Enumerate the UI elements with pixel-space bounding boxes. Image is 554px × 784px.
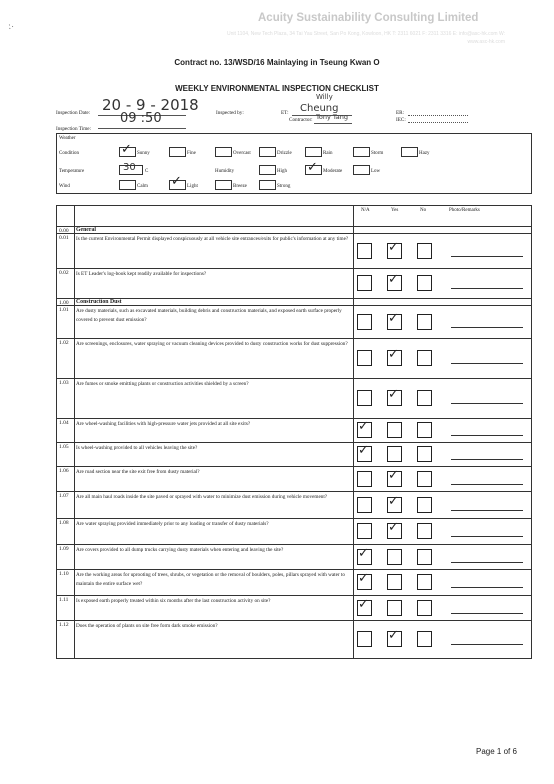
- opt-high: High: [277, 169, 287, 174]
- opt-strong: Strong: [277, 184, 291, 189]
- checkbox-storm[interactable]: [353, 147, 370, 157]
- section-heading: Construction Dust: [76, 299, 122, 305]
- wind-label: Wind: [59, 184, 70, 189]
- header-photo-remarks: Photo/Remarks: [449, 208, 480, 213]
- row-divider: [57, 442, 531, 443]
- remarks-line[interactable]: [451, 536, 523, 537]
- remarks-line[interactable]: [451, 484, 523, 485]
- checklist-title: WEEKLY ENVIRONMENTAL INSPECTION CHECKLIST: [175, 84, 379, 93]
- checkbox-yes[interactable]: [387, 549, 402, 565]
- row-divider: [57, 226, 531, 227]
- contractor-line: [314, 123, 352, 124]
- row-number: 1.09: [59, 546, 69, 552]
- checkbox-strong[interactable]: [259, 180, 276, 190]
- checkbox-drizzle[interactable]: [259, 147, 276, 157]
- remarks-line[interactable]: [451, 644, 523, 645]
- row-divider: [57, 233, 531, 234]
- opt-overcast: Overcast: [233, 151, 251, 156]
- row-divider: [57, 298, 531, 299]
- row-number: 1.00: [59, 300, 69, 306]
- checkmark-yes: ✓: [388, 311, 399, 326]
- checkmark-yes: ✓: [388, 347, 399, 362]
- checkbox-na[interactable]: [357, 523, 372, 539]
- row-number: 0.00: [59, 228, 69, 234]
- checkbox-fine[interactable]: [169, 147, 186, 157]
- opt-low: Low: [371, 169, 381, 174]
- inspected-by-label: Inspected by:: [216, 110, 244, 116]
- condition-label: Condition: [59, 151, 80, 156]
- row-number: 1.01: [59, 307, 69, 313]
- row-number: 1.05: [59, 444, 69, 450]
- row-number: 1.08: [59, 520, 69, 526]
- checkbox-no[interactable]: [417, 422, 432, 438]
- question-text: Is the current Environmental Permit displayed conspicuously at all vehicle site entrances/exits for public's information at any time?: [76, 236, 349, 242]
- question-text: Are all main haul roads inside the site paved or sprayed with water to minimize dust emission during vehicle movement?: [76, 494, 328, 500]
- checkmark-light: ✓: [171, 174, 182, 189]
- checkbox-no[interactable]: [417, 446, 432, 462]
- remarks-line[interactable]: [451, 510, 523, 511]
- iec-line: [408, 122, 468, 123]
- header-no: No: [420, 208, 427, 213]
- checkbox-na[interactable]: [357, 243, 372, 259]
- opt-drizzle: Drizzle: [277, 151, 292, 156]
- row-divider: [57, 466, 531, 467]
- checkmark-yes: ✓: [388, 387, 399, 402]
- checkbox-low[interactable]: [353, 165, 370, 175]
- er-label: ER:: [396, 110, 405, 116]
- checkbox-no[interactable]: [417, 549, 432, 565]
- checkbox-no[interactable]: [417, 574, 432, 590]
- checkbox-yes[interactable]: [387, 422, 402, 438]
- header-yes: Yes: [391, 208, 399, 213]
- row-number: 1.12: [59, 622, 69, 628]
- checkbox-no[interactable]: [417, 600, 432, 616]
- remarks-line[interactable]: [451, 459, 523, 460]
- humidity-label: Humidity: [215, 169, 235, 174]
- checkbox-calm[interactable]: [119, 180, 136, 190]
- checkbox-no[interactable]: [417, 523, 432, 539]
- opt-hazy: Hazy: [419, 151, 430, 156]
- checkbox-no[interactable]: [417, 275, 432, 291]
- opt-sunny: Sunny: [137, 151, 150, 156]
- question-text: Does the operation of plants on site free form dark smoke emission?: [76, 623, 218, 629]
- contractor-label: Contractor:: [289, 117, 313, 123]
- opt-fine: Fine: [187, 151, 196, 156]
- opt-storm: Storm: [371, 151, 384, 156]
- et-label: ET:: [281, 110, 289, 116]
- checkbox-no[interactable]: [417, 497, 432, 513]
- checkbox-no[interactable]: [417, 390, 432, 406]
- iec-label: IEC:: [396, 117, 406, 123]
- inspection-time-label: Inspection Time:: [56, 126, 92, 132]
- checkbox-no[interactable]: [417, 243, 432, 259]
- row-divider: [57, 569, 531, 570]
- weather-heading: Weather: [59, 136, 76, 141]
- checkbox-na[interactable]: [357, 275, 372, 291]
- checkbox-yes[interactable]: [387, 446, 402, 462]
- checkmark-na: ✓: [358, 419, 369, 434]
- temperature-label: Temperature: [59, 169, 85, 174]
- checkmark-yes: ✓: [388, 494, 399, 509]
- checkmark-yes: ✓: [388, 628, 399, 643]
- checkmark-yes: ✓: [388, 520, 399, 535]
- question-text: Are the working areas for uprooting of trees, shrubs, or vegetation or the removal of boulders, poles, pillars sprayed with water to maintain the entire surface wet?: [76, 572, 345, 587]
- checklist-table: [56, 205, 532, 659]
- checkmark-yes: ✓: [388, 468, 399, 483]
- answer-col-divider: [353, 206, 354, 658]
- remarks-line[interactable]: [451, 562, 523, 563]
- row-divider: [57, 491, 531, 492]
- row-divider: [57, 268, 531, 269]
- question-text: Are screenings, enclosures, water spraying or vacuum cleaning devices provided to dusty construction works for dust suppression?: [76, 341, 348, 347]
- question-text: Are water spraying provided immediately prior to any loading or transfer of dusty materials?: [76, 521, 269, 527]
- contract-title: Contract no. 13/WSD/16 Mainlaying in Tseung Kwan O: [174, 58, 380, 67]
- checkmark-na: ✓: [358, 571, 369, 586]
- header-na: N/A: [361, 208, 370, 213]
- company-address: Unit 1104, New Tech Plaza, 34 Tai Yau Street, San Po Kong, Kowloon, HK T: 2311 6021 F: 2311 3316 E: info@asc-hk.com W: www.asc-hk.com: [226, 31, 505, 45]
- remarks-line[interactable]: [451, 587, 523, 588]
- et-value: Cheung: [300, 103, 339, 114]
- row-divider: [57, 620, 531, 621]
- question-text: Are wheel-washing facilities with high-pressure water jets provided at all site exits?: [76, 421, 251, 427]
- checkbox-breeze[interactable]: [215, 180, 232, 190]
- opt-calm: Calm: [137, 184, 148, 189]
- checkmark-sunny: ✓: [121, 142, 132, 157]
- checkbox-na[interactable]: [357, 350, 372, 366]
- checkmark-na: ✓: [358, 546, 369, 561]
- checkbox-na[interactable]: [357, 471, 372, 487]
- remarks-line[interactable]: [451, 613, 523, 614]
- row-divider: [57, 595, 531, 596]
- question-text: Are fumes or smoke emitting plants or construction activities shielded by a screen?: [76, 381, 249, 387]
- weather-box: [56, 133, 532, 194]
- er-line: [408, 115, 468, 116]
- checkmark-moderate: ✓: [307, 160, 318, 175]
- row-divider: [57, 518, 531, 519]
- checkbox-na[interactable]: [357, 314, 372, 330]
- row-number: 1.04: [59, 420, 69, 426]
- remarks-line[interactable]: [451, 327, 523, 328]
- checkbox-na[interactable]: [357, 497, 372, 513]
- section-heading: General: [76, 227, 96, 233]
- question-text: Are dusty materials, such as excavated materials, building debris and construction materials, and exposed earth surface properly covered to prevent dust emission?: [76, 308, 342, 323]
- checkbox-na[interactable]: [357, 631, 372, 647]
- row-number: 1.02: [59, 340, 69, 346]
- opt-breeze: Breeze: [233, 184, 247, 189]
- opt-moderate: Moderate: [323, 169, 343, 174]
- remarks-line[interactable]: [451, 363, 523, 364]
- checkbox-yes[interactable]: [387, 574, 402, 590]
- checkmark-yes: ✓: [388, 240, 399, 255]
- company-name: Acuity Sustainability Consulting Limited: [258, 12, 479, 24]
- row-divider: [57, 378, 531, 379]
- checkbox-hazy[interactable]: [401, 147, 418, 157]
- et-value-top: Willy: [316, 93, 333, 101]
- checkbox-rain[interactable]: [305, 147, 322, 157]
- checkmark-na: ✓: [358, 597, 369, 612]
- opt-rain: Rain: [323, 151, 333, 156]
- checkbox-no[interactable]: [417, 314, 432, 330]
- row-number: 0.02: [59, 270, 69, 276]
- checkmark-yes: ✓: [388, 272, 399, 287]
- question-text: Are road section near the site exit free from dusty material?: [76, 469, 200, 475]
- remarks-line[interactable]: [451, 256, 523, 257]
- num-col-divider: [74, 206, 75, 658]
- row-divider: [57, 418, 531, 419]
- row-number: 1.11: [59, 597, 69, 603]
- page-number: Page 1 of 6: [476, 747, 517, 756]
- time-line: [98, 128, 186, 129]
- row-number: 1.07: [59, 493, 69, 499]
- opt-light: Light: [187, 184, 198, 189]
- row-number: 1.03: [59, 380, 69, 386]
- scan-mark: ∴: [5, 21, 16, 32]
- question-text: Is ET Leader's log-book kept readily available for inspections?: [76, 271, 207, 277]
- row-number: 1.06: [59, 468, 69, 474]
- remarks-line[interactable]: [451, 288, 523, 289]
- temperature-unit: C: [145, 169, 149, 174]
- checkbox-no[interactable]: [417, 631, 432, 647]
- question-text: Is wheel-washing provided to all vehicles leaving the site?: [76, 445, 198, 451]
- row-divider: [57, 338, 531, 339]
- question-text: Is exposed earth properly treated within six months after the last construction activity on site?: [76, 598, 271, 604]
- question-text: Are covers provided to all dump trucks carrying dusty materials when entering and leaving the site?: [76, 547, 284, 553]
- inspection-date-label: Inspection Date:: [56, 110, 91, 116]
- row-divider: [57, 305, 531, 306]
- checkbox-high[interactable]: [259, 165, 276, 175]
- inspection-time-value: 09 :50: [120, 111, 162, 126]
- remarks-line[interactable]: [451, 435, 523, 436]
- inspection-date-value: 20 - 9 - 2018: [102, 96, 199, 114]
- checkbox-na[interactable]: [357, 390, 372, 406]
- checkmark-na: ✓: [358, 443, 369, 458]
- remarks-line[interactable]: [451, 403, 523, 404]
- contractor-value: Tony Tang: [316, 113, 348, 121]
- checkbox-yes[interactable]: [387, 600, 402, 616]
- checkbox-no[interactable]: [417, 471, 432, 487]
- row-divider: [57, 544, 531, 545]
- row-number: 0.01: [59, 235, 69, 241]
- temperature-value: 30: [123, 162, 136, 173]
- checkbox-no[interactable]: [417, 350, 432, 366]
- checkbox-overcast[interactable]: [215, 147, 232, 157]
- row-number: 1.10: [59, 571, 69, 577]
